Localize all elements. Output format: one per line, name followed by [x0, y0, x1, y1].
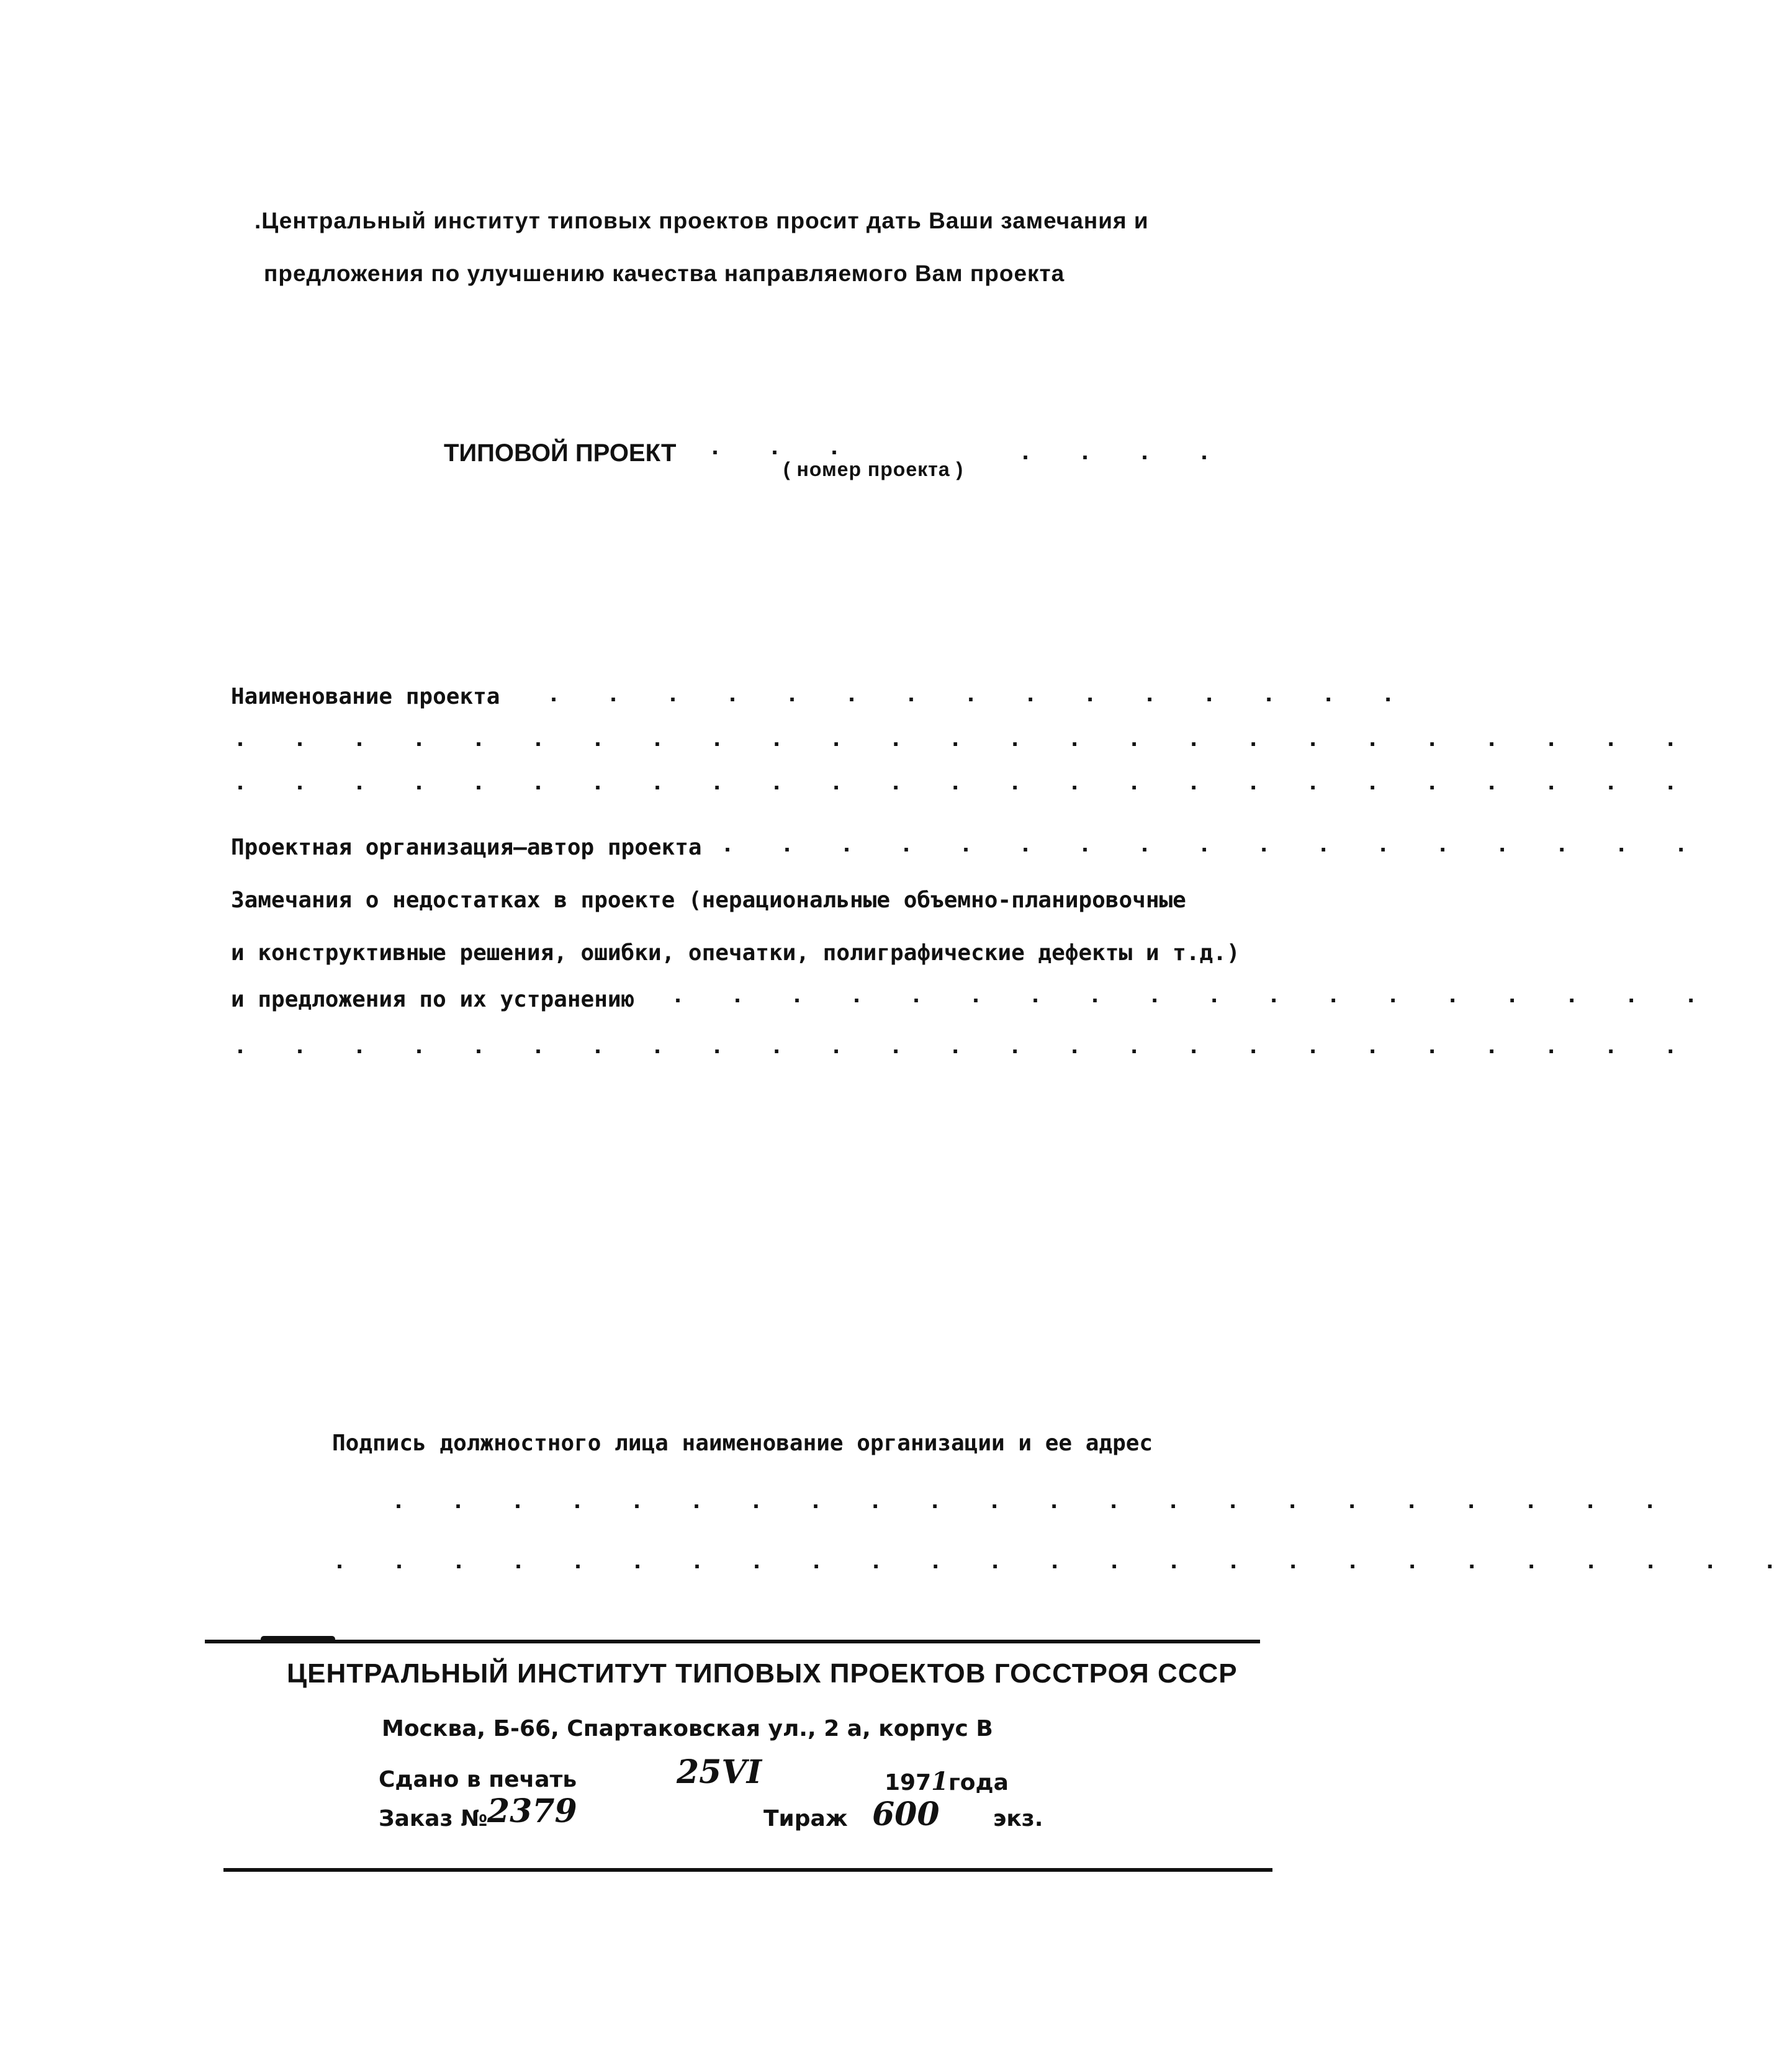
footer-sent-date: 25VI [677, 1753, 762, 1791]
intro-line-2: предложения по улучшению качества направляемого Вам проекта [264, 261, 1065, 286]
project-name-label: Наименование проекта [231, 684, 500, 709]
footer-year-digit: 1 [931, 1767, 948, 1796]
footer-address: Москва, Б-66, Спартаковская ул., 2 а, корпус В [382, 1716, 993, 1741]
remarks-line-2: и конструктивные решения, ошибки, опечатки, полиграфические дефекты и т.д.) [231, 940, 1240, 966]
footer-year-suffix: года [948, 1770, 1009, 1795]
signature-dots-2: . . . . . . . . . . . . . . . . . . . . . . . . . [332, 1548, 1792, 1576]
footer-year [885, 1767, 1009, 1796]
footer-sent-label: Сдано в печать [379, 1767, 577, 1792]
project-name-dots-3: . . . . . . . . . . . . . . . . . . . . . . . . . [233, 770, 1693, 797]
project-name-dots-2: . . . . . . . . . . . . . . . . . . . . . . . . . [233, 726, 1693, 754]
intro-line-1: .Центральный институт типовых проектов просит дать Ваши замечания и [254, 208, 1149, 233]
footer-year-prefix: 197 [885, 1770, 932, 1795]
remarks-line-1: Замечания о недостатках в проекте (нерациональные объемно-планировочные [231, 887, 1186, 913]
project-number-dots-right: . . . . [1018, 439, 1227, 467]
project-number-hint: ( номер проекта ) [783, 458, 964, 480]
footer-order-number: 2379 [487, 1792, 577, 1830]
footer-print-count: 600 [872, 1795, 940, 1833]
signature-dots-1: . . . . . . . . . . . . . . . . . . . . . . [391, 1488, 1673, 1516]
remarks-line-3: и предложения по их устранению [231, 987, 635, 1012]
footer-print-unit: экз. [993, 1806, 1043, 1831]
project-org-label: Проектная организация—автор проекта [231, 835, 702, 860]
signature-label: Подпись должностного лица наименование организации и ее адрес [332, 1431, 1153, 1456]
footer-order-label: Заказ № [379, 1806, 488, 1831]
footer-top-rule [205, 1640, 1260, 1643]
footer-bottom-rule [223, 1868, 1272, 1872]
remarks-dots-2: . . . . . . . . . . . . . . . . . . . . . . . . . [233, 1033, 1693, 1061]
project-name-dots-1: . . . . . . . . . . . . . . . [546, 681, 1411, 709]
footer-print-label: Тираж [763, 1806, 848, 1831]
footer-institute: ЦЕНТРАЛЬНЫЙ ИНСТИТУТ ТИПОВЫХ ПРОЕКТОВ ГОССТРОЯ СССР [287, 1658, 1238, 1689]
remarks-dots-1: . . . . . . . . . . . . . . . . . . [670, 982, 1714, 1010]
project-number-dots: . . . [708, 434, 857, 462]
project-org-dots: . . . . . . . . . . . . . . . . . [720, 832, 1704, 860]
footer-rule-smudge [261, 1636, 335, 1642]
project-title: ТИПОВОЙ ПРОЕКТ [444, 439, 677, 467]
